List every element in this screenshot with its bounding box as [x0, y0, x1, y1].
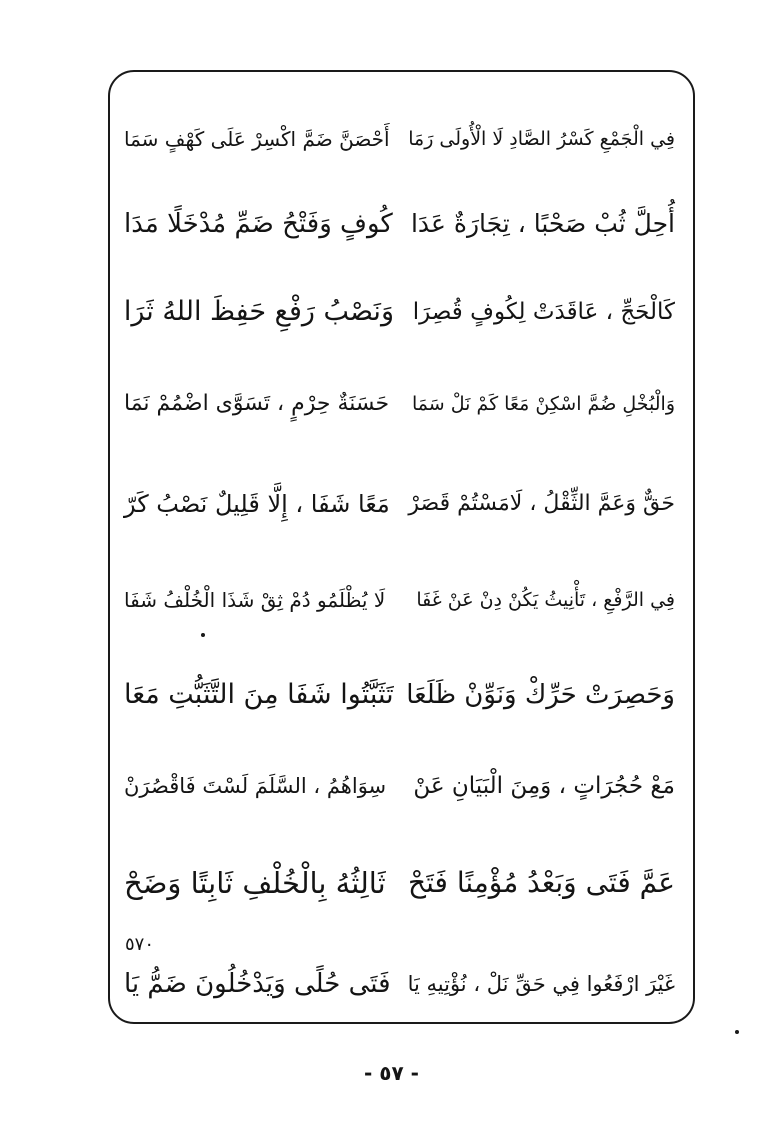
- verse-line: [110, 954, 693, 1014]
- page-number: - ٥٧ -: [364, 1061, 419, 1085]
- second-hemistich: أَحْصَنَّ ضَمَّ اكْسِرْ عَلَى كَهْفٍ سَمَا: [124, 127, 390, 151]
- second-hemistich: وَنَصْبُ رَفْعِ حَفِظَ اللهُ ثَرَا: [123, 296, 394, 327]
- verse-line: [110, 282, 693, 342]
- verse-line: [110, 109, 693, 169]
- first-hemistich: مَعْ حُجُرَاتٍ ، وَمِنَ الْبَيَانِ عَنْ: [413, 773, 675, 799]
- first-hemistich: وَحَصِرَتْ حَرِّكْ وَنَوِّنْ ظَلَعَا: [406, 680, 675, 710]
- verse-line: [110, 374, 693, 434]
- second-hemistich: فَتَى حُلًى وَيَدْخُلُونَ ضَمُّ يَا: [124, 969, 391, 999]
- second-hemistich: مَعًا شَفَا ، إِلَّا قَلِيلٌ نَصْبُ كَرّ: [124, 490, 390, 518]
- poem-frame: [108, 70, 695, 1024]
- second-hemistich: لَا يُظْلَمُو دُمْ ثِقْ شَذَا الْخُلْفُ شَفَا: [124, 588, 386, 612]
- second-hemistich: تَثَبَّتُوا شَفَا مِنَ التَّثَبُّتِ مَعَا: [124, 679, 394, 710]
- second-hemistich: حَسَنَةٌ حِرْمٍ ، تَسَوَّى اضْمُمْ نَمَا: [124, 391, 390, 416]
- first-hemistich: فِي الْجَمْعِ كَسْرُ الصَّادِ لَا الْأُولَى رَمَا: [408, 128, 675, 150]
- verse-line: [110, 474, 693, 534]
- first-hemistich: غَيْرَ ارْفَعُوا فِي حَقِّ نَلْ ، نُؤْتِيهِ يَا: [407, 972, 675, 996]
- verse-line: [110, 853, 693, 913]
- second-hemistich: سِوَاهُمُ ، السَّلَمَ لَسْتَ فَاقْصُرَنْ: [124, 774, 387, 798]
- first-hemistich: أُحِلَّ ثُبْ صَحْبًا ، تِجَارَةٌ عَدَا: [410, 209, 675, 238]
- first-hemistich: وَالْبُخْلِ ضُمَّ اسْكِنْ مَعًا كَمْ نَلْ سَمَا: [412, 393, 675, 415]
- second-hemistich: ثَالِثُهُ بِالْخُلْفِ ثَابِتًا وَضَحْ: [124, 866, 386, 900]
- verse-line: [110, 194, 693, 254]
- first-hemistich: حَقٌّ وَعَمَّ الثِّقْلُ ، لَامَسْتُمْ قَصَرْ: [408, 491, 675, 516]
- first-hemistich: كَالْحَجِّ ، عَاقَدَتْ لِكُوفٍ قُصِرَا: [412, 299, 675, 325]
- verse-line: [110, 570, 693, 630]
- first-hemistich: فِي الرَّفْعِ ، تَأْنِيثُ يَكُنْ دِنْ عَنْ غَفَا: [416, 589, 675, 611]
- margin-dot: [201, 633, 205, 637]
- first-hemistich: عَمَّ فَتَى وَبَعْدُ مُؤْمِنًا فَتَحْ: [408, 866, 675, 899]
- verse-line: [110, 756, 693, 816]
- verse-number: ٥٧٠: [125, 934, 155, 955]
- verse-line: [110, 665, 693, 725]
- second-hemistich: كُوفٍ وَفَتْحُ ضَمِّ مُدْخَلًا مَدَا: [124, 209, 393, 239]
- margin-dot: [735, 1030, 739, 1034]
